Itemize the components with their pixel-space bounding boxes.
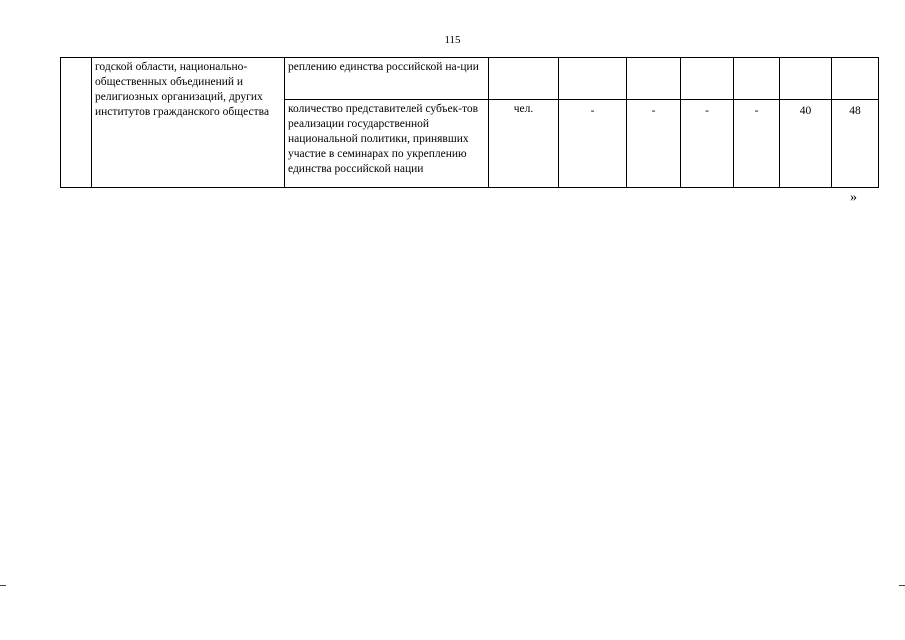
row-number-cell: [61, 58, 92, 188]
value-cell: [681, 58, 734, 100]
indicators-table: [60, 57, 879, 188]
page-number: 115: [444, 34, 461, 46]
closing-quote: »: [850, 190, 857, 205]
value-cell: [559, 58, 627, 100]
indicator-cell: реплению единства российской на-ции: [285, 58, 489, 100]
unit-cell: [489, 58, 559, 100]
value-cell: -: [734, 100, 780, 188]
value-cell: [734, 58, 780, 100]
value-cell: 48: [832, 100, 879, 188]
unit-cell: чел.: [489, 100, 559, 188]
value-cell: -: [681, 100, 734, 188]
value-cell: 40: [780, 100, 832, 188]
value-cell: [627, 58, 681, 100]
indicator-cell: количество представителей субъек-тов реализации государственной национальной политики, принявших участие в семинарах по укреплению единства российской нации: [285, 100, 489, 188]
value-cell: -: [627, 100, 681, 188]
left-edge-mark: [0, 585, 6, 586]
value-cell: [780, 58, 832, 100]
table-row: [61, 58, 879, 100]
value-cell: [832, 58, 879, 100]
right-edge-mark: [899, 585, 905, 586]
value-cell: -: [559, 100, 627, 188]
goal-cell: годской области, национально-общественных объединений и религиозных организаций, других институтов гражданского общества: [92, 58, 285, 188]
